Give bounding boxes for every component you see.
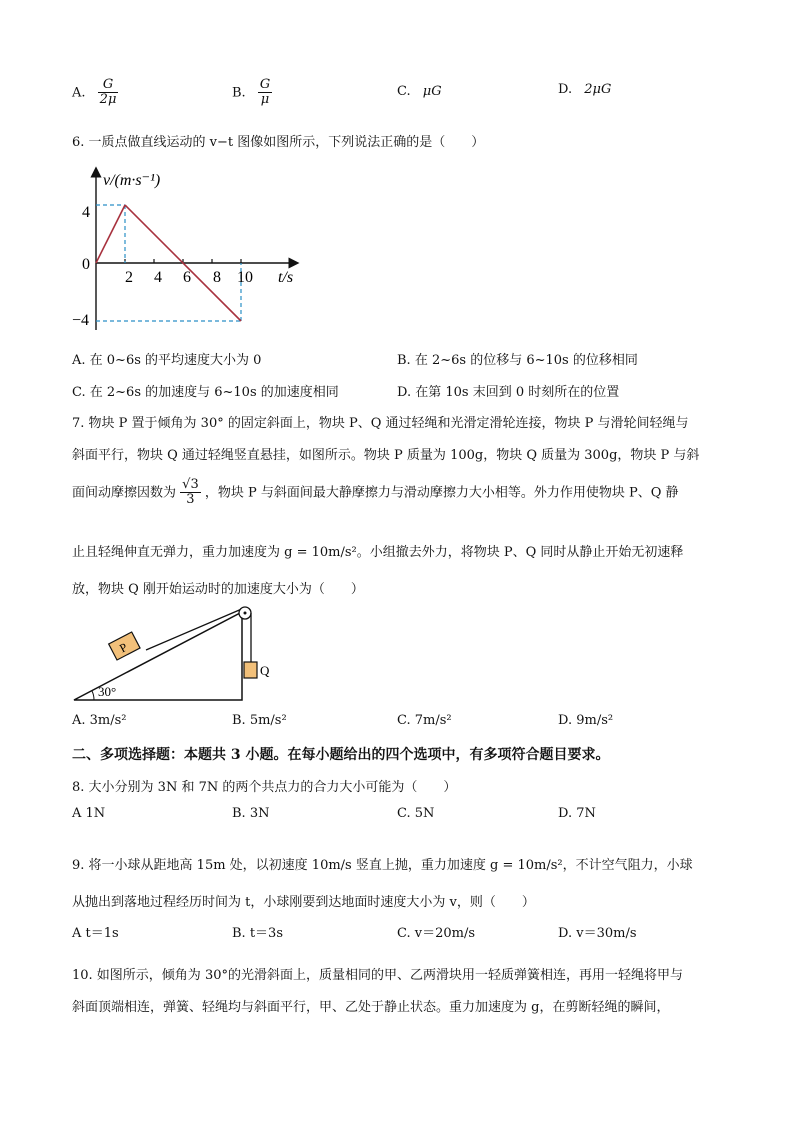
q5-option-a: A. $\frac{G}{2\mu}$ (72, 77, 117, 108)
q10-line-1: 10. 如图所示，倾角为 30°的光滑斜面上，质量相同的甲、乙两滑块用一轻质弹簧相连，再用一轻绳将甲与 (72, 968, 683, 983)
q9-option-d: D. v＝30m/s (558, 926, 637, 941)
y-axis-label: v/(m·s⁻¹) (103, 172, 161, 189)
q6-option-b: B. 在 2~6s 的位移与 6~10s 的位移相同 (397, 353, 638, 368)
x-tick-10: 10 (237, 269, 253, 286)
velocity-segment-1 (96, 205, 125, 263)
q9-option-c: C. v＝20m/s (397, 926, 476, 941)
q8-option-d: D. 7N (558, 806, 596, 821)
y-tick-4: 4 (82, 204, 90, 221)
q9-line-1: 9. 将一小球从距地高 15m 处，以初速度 10m/s 竖直上抛，重力加速度 g = 10m/s²，不计空气阻力，小球 (72, 858, 693, 873)
q5-option-a-fraction: $\frac{G}{2\mu}$ (99, 77, 117, 108)
q5-option-b-fraction: $\frac{G}{\mu}$ (259, 77, 271, 108)
q8-option-a: A 1N (72, 806, 106, 821)
q8-stem: 8. 大小分别为 3N 和 7N 的两个共点力的合力大小可能为（ ） (72, 780, 457, 795)
angle-label: 30° (98, 684, 117, 699)
q7-line-2: 斜面平行，物块 Q 通过轻绳竖直悬挂，如图所示。物块 P 质量为 100g，物块 Q 质量为 300g，物块 P 与斜 (72, 448, 700, 463)
x-tick-8: 8 (213, 269, 221, 286)
x-tick-6: 6 (183, 269, 191, 286)
q7-option-a: A. 3m/s² (72, 713, 127, 728)
q8-option-b: B. 3N (232, 806, 270, 821)
block-p (109, 632, 140, 660)
q7-friction-fraction: $\frac{√3}{3}$ (182, 477, 199, 508)
y-tick-0: 0 (82, 256, 90, 273)
block-q (244, 662, 257, 678)
q6-option-c: C. 在 2~6s 的加速度与 6~10s 的加速度相同 (72, 385, 339, 400)
q8-option-c: C. 5N (397, 806, 435, 821)
q5-option-c: C. μG (397, 84, 442, 99)
x-axis-label: t/s (278, 269, 294, 286)
q10-line-2: 斜面顶端相连，弹簧、轻绳均与斜面平行，甲、乙处于静止状态。重力加速度为 g，在剪断轻绳的瞬间， (72, 1000, 670, 1015)
q7-option-c: C. 7m/s² (397, 713, 452, 728)
q7-line-5: 放，物块 Q 刚开始运动时的加速度大小为（ ） (72, 582, 364, 597)
q7-line-1: 7. 物块 P 置于倾角为 30° 的固定斜面上，物块 P、Q 通过轻绳和光滑定滑轮连接，物块 P 与滑轮间轻绳与 (72, 416, 689, 431)
q6-stem: 6. 一质点做直线运动的 v−t 图像如图所示，下列说法正确的是（ ） (72, 135, 485, 150)
y-tick-minus-4: −4 (72, 312, 90, 329)
q9-line-2: 从抛出到落地过程经历时间为 t，小球刚要到达地面时速度大小为 v，则（ ） (72, 895, 535, 910)
q9-option-b: B. t＝3s (232, 926, 283, 941)
block-q-label: Q (260, 663, 270, 678)
angle-arc (92, 691, 94, 700)
q5-option-d: D. 2μG (558, 82, 612, 97)
pulley-axle (244, 612, 247, 615)
q7-line-3: 面间动摩擦因数为 $\frac{√3}{3}$ ，物块 P 与斜面间最大静摩擦力与滑动摩擦力大小相等。外力作用使物块 P、Q 静 (72, 477, 679, 508)
q6-option-d: D. 在第 10s 末回到 0 时刻所在的位置 (397, 385, 620, 400)
q5-option-b: B. $\frac{G}{\mu}$ (232, 77, 271, 108)
q7-option-b: B. 5m/s² (232, 713, 287, 728)
q7-option-d: D. 9m/s² (558, 713, 614, 728)
q7-line-4: 止且轻绳伸直无弹力，重力加速度为 g = 10m/s²。小组撤去外力，将物块 P、Q 同时从静止开始无初速释 (72, 545, 684, 560)
x-tick-4: 4 (154, 269, 162, 286)
x-tick-2: 2 (125, 269, 133, 286)
rope-incline (146, 608, 244, 650)
q7-incline-pulley-figure (72, 604, 272, 702)
q6-velocity-time-graph (72, 162, 312, 340)
q9-option-a: A t＝1s (72, 926, 119, 941)
q6-option-a: A. 在 0~6s 的平均速度大小为 0 (72, 353, 262, 368)
svg-text:P: P (117, 639, 130, 656)
section-2-heading: 二、多项选择题：本题共 3 小题。在每小题给出的四个选项中，有多项符合题目要求。 (72, 747, 610, 763)
